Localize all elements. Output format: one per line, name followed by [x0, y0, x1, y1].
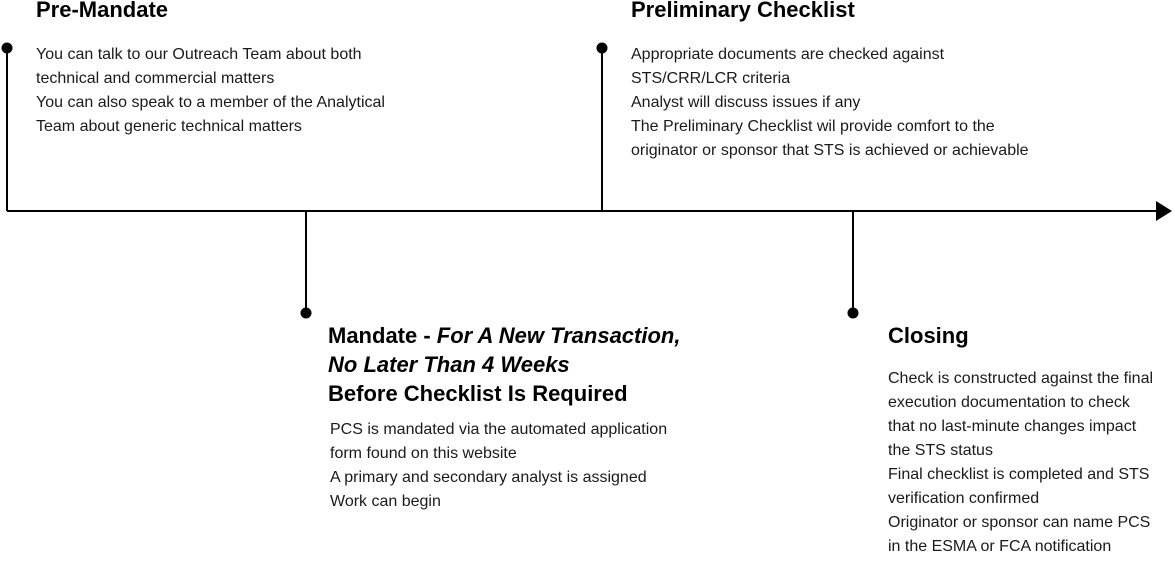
description-line: Appropriate documents are checked against [631, 46, 945, 63]
description-line: PCS is mandated via the automated application [330, 421, 668, 438]
stage-pre-mandate [36, 0, 385, 139]
timeline-arrowhead [1156, 201, 1172, 221]
description-line: originator or sponsor that STS is achieved or achievable [631, 142, 1029, 159]
marker-dot-mandate [301, 308, 312, 319]
stage-description-preliminary-checklist [631, 43, 1029, 163]
description-line: form found on this website [330, 445, 517, 462]
stage-title-pre-mandate: Pre-Mandate [36, 0, 169, 22]
marker-dot-pre-mandate [2, 43, 13, 54]
stage-closing [888, 321, 1153, 559]
marker-dot-closing [848, 308, 859, 319]
stage-mandate [328, 321, 680, 514]
description-line: Check is constructed against the final [888, 370, 1154, 387]
description-line: You can talk to our Outreach Team about both [36, 46, 362, 63]
description-line: Final checklist is completed and STS [888, 466, 1150, 483]
description-line: Analyst will discuss issues if any [631, 94, 861, 111]
stage-title-closing: Closing [888, 323, 969, 348]
stage-description-pre-mandate [36, 43, 385, 139]
mandate-title-prefix: Mandate - [328, 323, 437, 348]
stage-description-mandate [330, 418, 680, 514]
stage-description-closing [888, 367, 1153, 559]
marker-dot-preliminary-checklist [597, 43, 608, 54]
description-line: Work can begin [330, 493, 441, 510]
mandate-title-italic-line-2: No Later Than 4 Weeks [328, 352, 570, 377]
description-line: The Preliminary Checklist wil provide comfort to the [631, 118, 995, 135]
mandate-title-italic-line-1: For A New Transaction, [436, 323, 681, 348]
description-line: the STS status [888, 442, 993, 459]
mandate-title-line-3: Before Checklist Is Required [328, 381, 628, 406]
description-line: that no last-minute changes impact [888, 418, 1137, 435]
description-line: Originator or sponsor can name PCS [888, 514, 1151, 531]
description-line: in the ESMA or FCA notification [888, 538, 1112, 555]
description-line: Team about generic technical matters [36, 118, 302, 135]
description-line: verification confirmed [888, 490, 1040, 507]
stage-title-preliminary-checklist: Preliminary Checklist [631, 0, 855, 22]
stage-preliminary-checklist [631, 0, 1029, 163]
description-line: technical and commercial matters [36, 70, 275, 87]
description-line: execution documentation to check [888, 394, 1130, 411]
description-line: STS/CRR/LCR criteria [631, 70, 791, 87]
description-line: You can also speak to a member of the Analytical [36, 94, 385, 111]
description-line: A primary and secondary analyst is assigned [330, 469, 647, 486]
stage-title-mandate [328, 321, 680, 408]
